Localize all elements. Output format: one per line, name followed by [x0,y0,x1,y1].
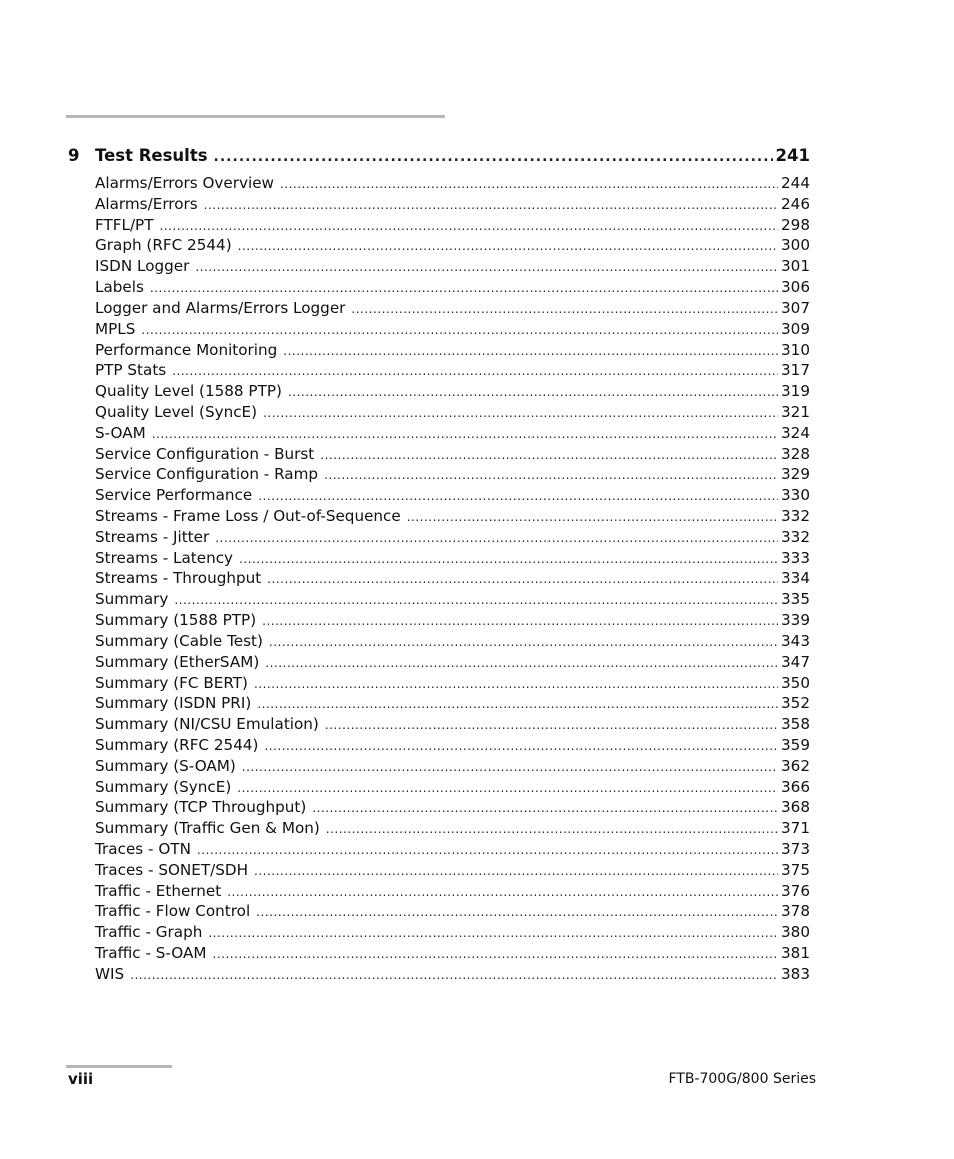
toc-entry-page-number: 343 [781,631,810,650]
dot-leader [213,944,779,965]
toc-entry-page-number: 339 [781,611,810,630]
toc-entry[interactable] [95,797,810,818]
toc-entry-label: Alarms/Errors Overview [95,174,274,192]
toc-entry-label: Summary (SyncE) [95,777,232,796]
dot-leader [238,236,778,257]
toc-entry-label: ISDN Logger [95,257,190,276]
toc-entry-label: Streams - Jitter [95,527,210,546]
dot-leader [141,320,778,341]
toc-entry-label: Quality Level (1588 PTP) [95,382,282,401]
dot-leader [267,569,778,590]
toc-entry[interactable] [95,485,810,506]
toc-entry[interactable] [95,610,810,631]
dot-leader [264,736,778,757]
toc-entry-page-number: 330 [781,486,810,505]
toc-entry-page-number: 376 [781,881,810,900]
dot-leader [215,528,778,549]
toc-entry-label: Summary (TCP Throughput) [95,798,307,817]
toc-entry-page-number: 321 [781,402,810,421]
chapter-number: 9 [68,146,80,165]
dot-leader [172,361,778,382]
toc-entry-page-number: 324 [781,423,810,442]
dot-leader [237,778,778,799]
toc-entry-label: Summary (S-OAM) [95,756,236,775]
dot-leader [208,923,778,944]
toc-entry-label: Summary (RFC 2544) [95,735,259,754]
dot-leader [204,195,778,216]
dot-leader [197,840,778,861]
toc-entry[interactable] [95,922,810,943]
toc-entry-label: Traces - SONET/SDH [95,860,249,879]
toc-entry-label: Logger and Alarms/Errors Logger [95,298,346,317]
dot-leader [324,465,778,486]
dot-leader [262,611,778,632]
toc-entry-page-number: 298 [781,215,810,234]
dot-leader [174,590,778,611]
toc-entry-list [95,173,810,985]
toc-entry[interactable] [95,506,810,527]
dot-leader [254,861,778,882]
toc-entry-page-number: 383 [781,964,810,983]
chapter-page-number: 241 [775,146,810,165]
toc-entry-page-number: 317 [781,361,810,380]
toc-entry-label: Traces - OTN [95,840,191,858]
chapter-title: Test Results [95,146,208,165]
toc-entry-page-number: 328 [781,444,810,463]
dot-leader [254,674,778,695]
toc-entry-label: Alarms/Errors [95,194,198,213]
toc-entry-label: MPLS [95,319,136,338]
toc-entry-page-number: 300 [781,236,810,255]
dot-leader [265,653,778,674]
dot-leader [320,445,778,466]
dot-leader [351,299,778,320]
header-rule [66,115,445,118]
toc-entry[interactable] [95,381,810,402]
toc-entry[interactable] [95,319,810,340]
dot-leader [150,278,778,299]
toc-entry[interactable] [95,756,810,777]
toc-entry-label: Summary (Traffic Gen & Mon) [95,819,320,838]
toc-entry[interactable] [95,943,810,964]
page-folio: viii [68,1070,94,1088]
toc-entry[interactable] [95,881,810,902]
toc-entry-page-number: 310 [781,340,810,359]
dot-leader [256,902,778,923]
toc-entry[interactable] [95,298,810,319]
toc-entry[interactable] [95,464,810,485]
toc-entry[interactable] [95,340,810,361]
toc-entry-page-number: 309 [781,319,810,338]
toc-entry[interactable] [95,860,810,881]
toc-entry-page-number: 334 [781,569,810,588]
dot-leader [326,819,778,840]
toc-entry[interactable] [95,631,810,652]
toc-entry-page-number: 352 [781,694,810,713]
dot-leader [288,382,778,403]
toc-entry-page-number: 359 [781,735,810,754]
toc-entry[interactable] [95,527,810,548]
toc-entry-page-number: 358 [781,715,810,734]
dot-leader [160,216,779,237]
dot-leader [227,882,778,903]
dot-leader [242,757,778,778]
product-series: FTB-700G/800 Series [668,1071,816,1087]
toc-entry-page-number: 347 [781,652,810,671]
toc-entry[interactable] [95,194,810,215]
toc-entry-label: Quality Level (SyncE) [95,402,258,421]
toc-entry[interactable] [95,839,810,860]
toc-entry-label: Service Configuration - Ramp [95,465,319,484]
toc-entry-page-number: 306 [781,278,810,297]
toc-entry-label: Labels [95,278,144,297]
toc-entry[interactable] [95,589,810,610]
dot-leader [269,632,778,653]
toc-entry[interactable] [95,235,810,256]
toc-entry-page-number: 246 [781,194,810,213]
toc-entry-page-number: 381 [781,944,810,963]
toc-entry-label: Streams - Frame Loss / Out-of-Sequence [95,507,401,525]
toc-entry[interactable] [95,173,810,194]
dot-leader [195,257,778,278]
toc-entry[interactable] [95,256,810,277]
toc-entry-label: Traffic - Flow Control [95,902,251,921]
toc-entry-label: Summary [95,590,169,609]
dot-leader [312,798,778,819]
toc-entry-page-number: 378 [781,902,810,921]
toc-entry-label: Service Configuration - Burst [95,444,315,463]
dot-leader [280,174,778,195]
dot-leader [257,694,778,715]
dot-leader [407,507,778,528]
toc-entry-page-number: 368 [781,798,810,817]
toc-entry-page-number: 244 [781,174,810,192]
toc-entry-label: FTFL/PT [95,215,154,234]
toc-entry-page-number: 335 [781,590,810,609]
toc-entry-label: Traffic - Graph [95,923,203,942]
dot-leader [283,341,778,362]
toc-entry-page-number: 332 [781,527,810,546]
toc-entry-label: S-OAM [95,423,146,442]
toc-entry[interactable] [95,402,810,423]
toc-entry-label: Summary (Cable Test) [95,631,263,650]
toc-entry[interactable] [95,548,810,569]
toc-entry[interactable] [95,444,810,465]
toc-entry-page-number: 301 [781,257,810,276]
toc-entry[interactable] [95,714,810,735]
dot-leader [152,424,778,445]
toc-entry-label: Traffic - S-OAM [95,944,207,963]
toc-chapter-heading[interactable] [68,146,810,172]
toc-entry-label: Traffic - Ethernet [95,881,222,900]
toc-entry-label: Streams - Throughput [95,569,262,588]
toc-entry[interactable] [95,423,810,444]
toc-entry-label: Summary (1588 PTP) [95,611,257,630]
toc-entry-page-number: 371 [781,819,810,838]
toc-entry-page-number: 362 [781,756,810,775]
toc-entry-page-number: 307 [781,298,810,317]
toc-entry[interactable] [95,693,810,714]
toc-entry-label: Streams - Latency [95,548,234,567]
toc-entry[interactable] [95,215,810,236]
toc-entry[interactable] [95,818,810,839]
toc-entry-label: Summary (NI/CSU Emulation) [95,715,319,734]
dot-leader [258,486,778,507]
dot-leader [214,149,773,165]
toc-entry-page-number: 366 [781,777,810,796]
toc-entry-page-number: 333 [781,548,810,567]
toc-entry-page-number: 332 [781,507,810,525]
toc-entry[interactable] [95,673,810,694]
toc-entry-label: WIS [95,964,125,983]
toc-entry[interactable] [95,568,810,589]
toc-entry-page-number: 380 [781,923,810,942]
toc-entry-label: Summary (EtherSAM) [95,652,260,671]
toc-entry-page-number: 375 [781,860,810,879]
toc-entry-label: Graph (RFC 2544) [95,236,232,255]
dot-leader [325,715,778,736]
toc-entry[interactable] [95,777,810,798]
toc-entry-page-number: 350 [781,673,810,692]
toc-entry-label: PTP Stats [95,361,167,380]
toc-entry-page-number: 319 [781,382,810,401]
toc-entry[interactable] [95,964,810,985]
toc-entry-page-number: 329 [781,465,810,484]
footer-rule [66,1065,172,1068]
toc-entry[interactable] [95,735,810,756]
dot-leader [239,549,778,570]
toc-entry-label: Summary (FC BERT) [95,673,248,692]
toc-entry-label: Summary (ISDN PRI) [95,694,252,713]
toc-entry-label: Performance Monitoring [95,340,278,359]
dot-leader [263,403,778,424]
toc-entry[interactable] [95,901,810,922]
toc-entry[interactable] [95,277,810,298]
toc-entry[interactable] [95,360,810,381]
toc-entry-label: Service Performance [95,486,253,505]
toc-entry[interactable] [95,652,810,673]
toc-entry-page-number: 373 [781,840,810,858]
dot-leader [130,965,778,986]
